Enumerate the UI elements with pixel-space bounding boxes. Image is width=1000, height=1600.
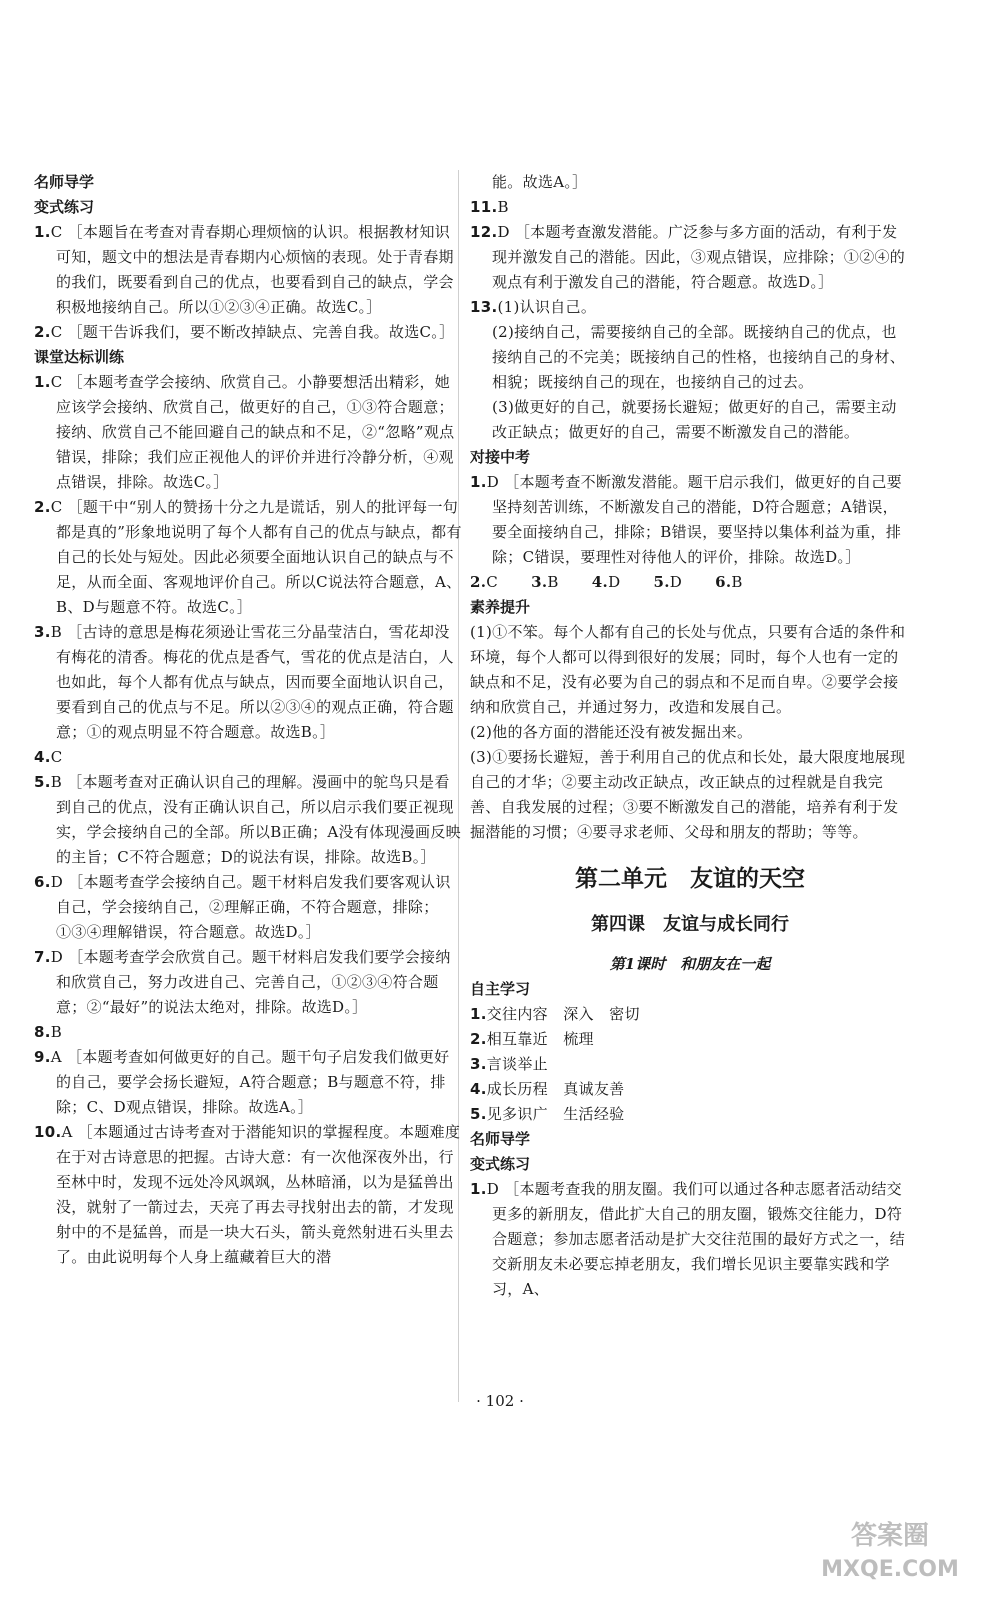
- lesson-title: 第四课 友谊与成长同行: [591, 914, 789, 935]
- answer-item: 8.B: [34, 1023, 63, 1041]
- section-heading: 课堂达标训练: [34, 348, 125, 366]
- answer-item: 4.C: [34, 748, 63, 766]
- answer-item: 1.C ［本题考查学会接纳、欣赏自己。小静要想活出精彩，她应该学会接纳、欣赏自己，做更好的自己，①③符合题意；接纳、欣赏自己不能回避自己的缺点和不足，②“忽略”观点错误，排除；我们应正视他人的评价并进行冷静分析，④观点错误，排除。故选C。］: [34, 373, 455, 491]
- answer-item: 1.C ［本题旨在考查对青春期心理烦恼的认识。根据教材知识可知，题文中的想法是青春期内心烦恼的表现。处于青春期的我们，既要看到自己的优点，也要看到自己的缺点，学会积极地接纳自己。所以①②③④正确。故选C。］: [34, 223, 454, 316]
- section-heading: 变式练习: [34, 198, 95, 216]
- answer-item: 6.D ［本题考查学会接纳自己。题干材料启发我们要客观认识自己，学会接纳自己，②理解正确，不符合题意，排除；①③④理解错误，符合题意。故选D。］: [34, 873, 451, 941]
- watermark-logo: [815, 1510, 965, 1590]
- answer-item: 11.B: [470, 198, 509, 216]
- answer-item: 7.D ［本题考查学会欣赏自己。题干材料启发我们要学会接纳和欣赏自己，努力改进自己、完善自己，①②③④符合题意；②“最好”的说法太绝对，排除。故选D。］: [34, 948, 451, 1016]
- answer-item: 4.成长历程 真诚友善: [470, 1080, 625, 1098]
- answer-item: 13.(1)认识自己。: [470, 298, 597, 316]
- answer-item: 1.交往内容 深入 密切: [470, 1005, 640, 1023]
- svg-text:答案圈: 答案圈: [850, 1521, 930, 1551]
- answer-paragraph: (2)他的各方面的潜能还没有被发掘出来。: [470, 723, 753, 741]
- answer-item: 5.见多识广 生活经验: [470, 1105, 625, 1123]
- answer-item: 2.C ［题干中“别人的赞扬十分之九是谎话，别人的批评每一句都是真的”形象地说明了每个人都有自己的优点与缺点，都有自己的长处与短处。因此必须要全面地认识自己的缺点与不足，从而全面、客观地评价自己。所以C说法符合题意，A、B、D与题意不符。故选C。］: [34, 498, 462, 616]
- svg-text:MXQE.COM: MXQE.COM: [821, 1557, 959, 1582]
- unit-title: 第二单元 友谊的天空: [575, 866, 805, 892]
- page-number: · 102 ·: [476, 1392, 524, 1410]
- answer-item: 1.D ［本题考查我的朋友圈。我们可以通过各种志愿者活动结交更多的新朋友，借此扩大自己的朋友圈，锻炼交往能力，D符合题意；参加志愿者活动是扩大交往范围的最好方式之一，结交新朋友未必要忘掉老朋友，我们增长见识主要靠实践和学习，A、: [470, 1180, 906, 1298]
- continued-text: 能。故选A。］: [492, 173, 588, 191]
- answer-subpart: (2)接纳自己，需要接纳自己的全部。既接纳自己的优点，也接纳自己的不完美；既接纳自己的性格，也接纳自己的身材、相貌；既接纳自己的现在，也接纳自己的过去。: [492, 323, 906, 391]
- answer-paragraph: (1)①不笨。每个人都有自己的长处与优点，只要有合适的条件和环境，每个人都可以得到很好的发展；同时，每个人也有一定的缺点和不足，没有必要为自己的弱点和不足而自卑。②要学会接纳和欣赏自己，并通过努力，改造和发展自己。: [470, 623, 906, 716]
- answer-item: 10.A ［本题通过古诗考查对于潜能知识的掌握程度。本题难度在于对古诗意思的把握。古诗大意：有一次他深夜外出，行至林中时，发现不远处冷风飒飒，丛林暗涌，以为是猛兽出没，就射了一箭过去，天亮了再去寻找射出去的箭，才发现射中的不是猛兽，而是一块大石头，箭头竟然射进石头里去了。由此说明每个人身上蕴藏着巨大的潜: [34, 1123, 461, 1266]
- right-column: [470, 170, 910, 1302]
- answer-paragraph: (3)①要扬长避短，善于利用自己的优点和长处，最大限度地展现自己的才华；②要主动改正缺点，改正缺点的过程就是自我完善、自我发展的过程；③要不断激发自己的潜能，培养有利于发掘潜能的习惯；④要寻求老师、父母和朋友的帮助；等等。: [470, 748, 906, 841]
- section-heading: 素养提升: [470, 598, 531, 616]
- answer-item: 5.B ［本题考查对正确认识自己的理解。漫画中的鸵鸟只是看到自己的优点，没有正确认识自己，所以启示我们要正视现实，学会接纳自己的全部。所以B正确；A没有体现漫画反映的主旨；C不符合题意；D的说法有误，排除。故选B。］: [34, 773, 461, 866]
- answer-item: 3.B ［古诗的意思是梅花须逊让雪花三分晶莹洁白，雪花却没有梅花的清香。梅花的优点是香气，雪花的优点是洁白，人也如此，每个人都有优点与缺点，因而要全面地认识自己，要看到自己的优点与不足。所以②③④的观点正确，符合题意；①的观点明显不符合题意。故选B。］: [34, 623, 454, 741]
- answer-item: 12.D ［本题考查激发潜能。广泛参与多方面的活动，有利于发现并激发自己的潜能。因此，③观点错误，应排除；①②④的观点有利于激发自己的潜能，符合题意。故选D。］: [470, 223, 906, 291]
- section-heading: 自主学习: [470, 980, 531, 998]
- answer-item: 3.言谈举止: [470, 1055, 548, 1073]
- answer-item: 2.相互靠近 梳理: [470, 1030, 594, 1048]
- period-title: 第1课时 和朋友在一起: [609, 955, 771, 973]
- answer-item: 9.A ［本题考查如何做更好的自己。题干句子启发我们做更好的自己，要学会扬长避短，A符合题意；B与题意不符，排除；C、D观点错误，排除。故选A。］: [34, 1048, 450, 1116]
- section-heading: 名师导学: [34, 173, 95, 191]
- section-heading: 变式练习: [470, 1155, 531, 1173]
- answer-item: 2.C ［题干告诉我们，要不断改掉缺点、完善自我。故选C。］: [34, 323, 455, 341]
- left-column: [34, 170, 464, 1270]
- answer-item: 1.D ［本题考查不断激发潜能。题干启示我们，做更好的自己要坚持刻苦训练，不断激发自己的潜能，D符合题意；A错误，要全面接纳自己，排除；B错误，要坚持以集体利益为重，排除；C错误，要理性对待他人的评价，排除。故选D。］: [470, 473, 902, 566]
- short-answers: 2.C 3.B 4.D 5.D 6.B: [470, 573, 743, 591]
- section-heading: 名师导学: [470, 1130, 531, 1148]
- answer-subpart: (3)做更好的自己，就要扬长避短；做更好的自己，需要主动改正缺点；做更好的自己，需要不断激发自己的潜能。: [492, 398, 897, 441]
- section-heading: 对接中考: [470, 448, 531, 466]
